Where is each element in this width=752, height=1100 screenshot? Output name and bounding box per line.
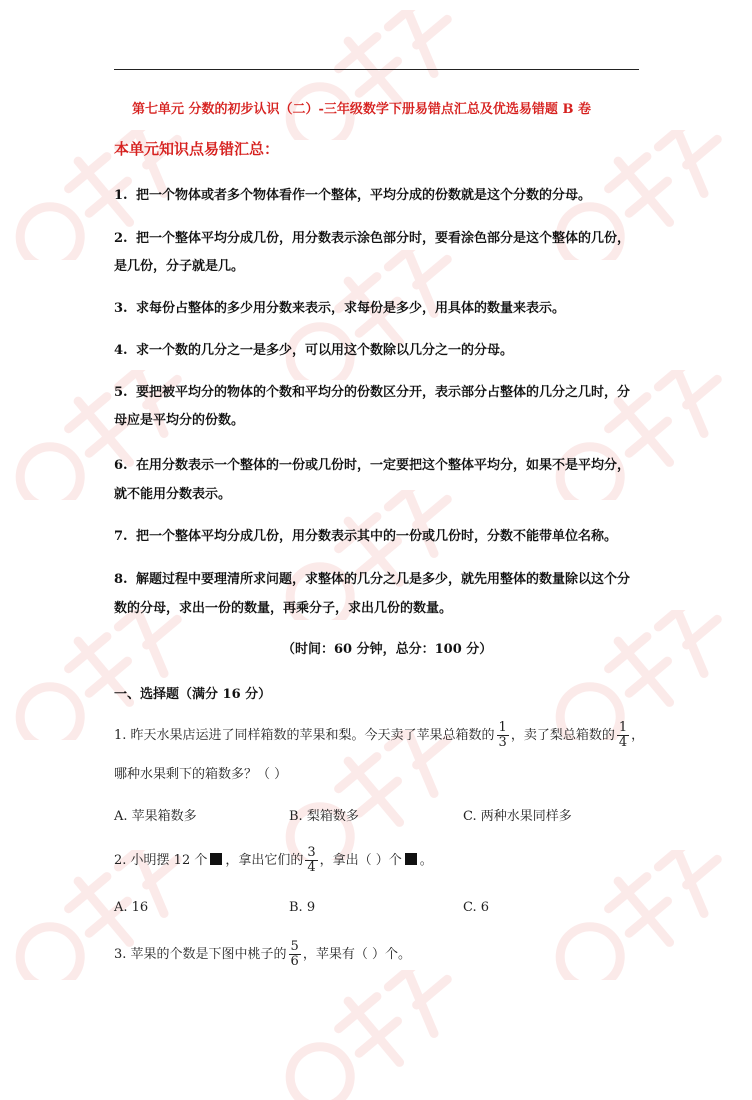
fraction-1-4: $\frac{1}{4}$ (618, 720, 628, 750)
summary-point-6-cont: 就不能用分数表示。 (114, 487, 232, 502)
q2-option-c[interactable]: C. 6 (463, 900, 490, 915)
q2-option-a[interactable]: A. 16 (114, 900, 149, 915)
q1-option-a[interactable]: A. 苹果箱数多 (114, 809, 197, 824)
question-1-line2: 哪种水果剩下的箱数多？（ ） (114, 767, 288, 782)
watermark-stamp (250, 10, 490, 140)
watermark-stamp (250, 970, 490, 1100)
summary-point-3: 3. 求每份占整体的多少用分数来表示，求每份是多少，用具体的数量来表示。 (114, 301, 566, 316)
watermark-stamp (520, 850, 752, 980)
summary-heading: 本单元知识点易错汇总： (114, 140, 280, 158)
summary-point-5-cont: 母应是平均分的份数。 (114, 413, 245, 428)
header-rule (114, 69, 639, 70)
section1-title: 一、选择题（满分 16 分） (114, 687, 272, 702)
summary-point-4: 4. 求一个数的几分之一是多少，可以用这个数除以几分之一的分母。 (114, 343, 514, 358)
question-3: 3. 苹果的个数是下图中桃子的 $\frac{5}{6}$ ，苹果有（ ）个。 (114, 939, 411, 969)
summary-point-2-cont: 是几份，分子就是几。 (114, 259, 245, 274)
summary-point-2: 2. 把一个整体平均分成几份，用分数表示涂色部分时，要看涂色部分是这个整体的几份， (114, 231, 631, 246)
q1-option-b[interactable]: B. 梨箱数多 (289, 809, 359, 824)
question-2: 2. 小明摆 12 个 ，拿出它们的 $\frac{3}{4}$ ，拿出（ ）个 。 (114, 845, 433, 875)
black-square-icon (405, 853, 417, 865)
fraction-3-4: $\frac{3}{4}$ (307, 845, 316, 875)
summary-point-6: 6. 在用分数表示一个整体的一份或几份时，一定要把这个整体平均分，如果不是平均分， (114, 458, 631, 473)
q1-option-c[interactable]: C. 两种水果同样多 (463, 809, 572, 824)
fraction-1-3: $\frac{1}{3}$ (498, 720, 507, 750)
summary-point-7: 7. 把一个整体平均分成几份，用分数表示其中的一份或几份时，分数不能带单位名称。 (114, 529, 618, 544)
summary-point-1: 1. 把一个物体或者多个物体看作一个整体，平均分成的份数就是这个分数的分母。 (114, 188, 592, 203)
summary-point-5: 5. 要把被平均分的物体的个数和平均分的份数区分开，表示部分占整体的几分之几时，分 (114, 385, 631, 400)
question-1: 1. 昨天水果店运进了同样箱数的苹果和梨。今天卖了苹果总箱数的 $\frac{1}{3}$ ，卖了梨总箱数的 $\frac{1}{4}$ ， (114, 720, 645, 750)
black-square-icon (210, 853, 222, 865)
fraction-5-6: $\frac{5}{6}$ (290, 939, 299, 969)
page-title: 第七单元 分数的初步认识（二）-三年级数学下册易错点汇总及优选易错题 B 卷 (132, 102, 591, 117)
summary-point-8: 8. 解题过程中要理清所求问题，求整体的几分之几是多少，就先用整体的数量除以这个分 (114, 572, 631, 587)
summary-point-8-cont: 数的分母，求出一份的数量，再乘分子，求出几份的数量。 (114, 601, 453, 616)
q2-option-b[interactable]: B. 9 (289, 900, 316, 915)
time-note: （时间：60 分钟，总分：100 分） (282, 642, 493, 657)
